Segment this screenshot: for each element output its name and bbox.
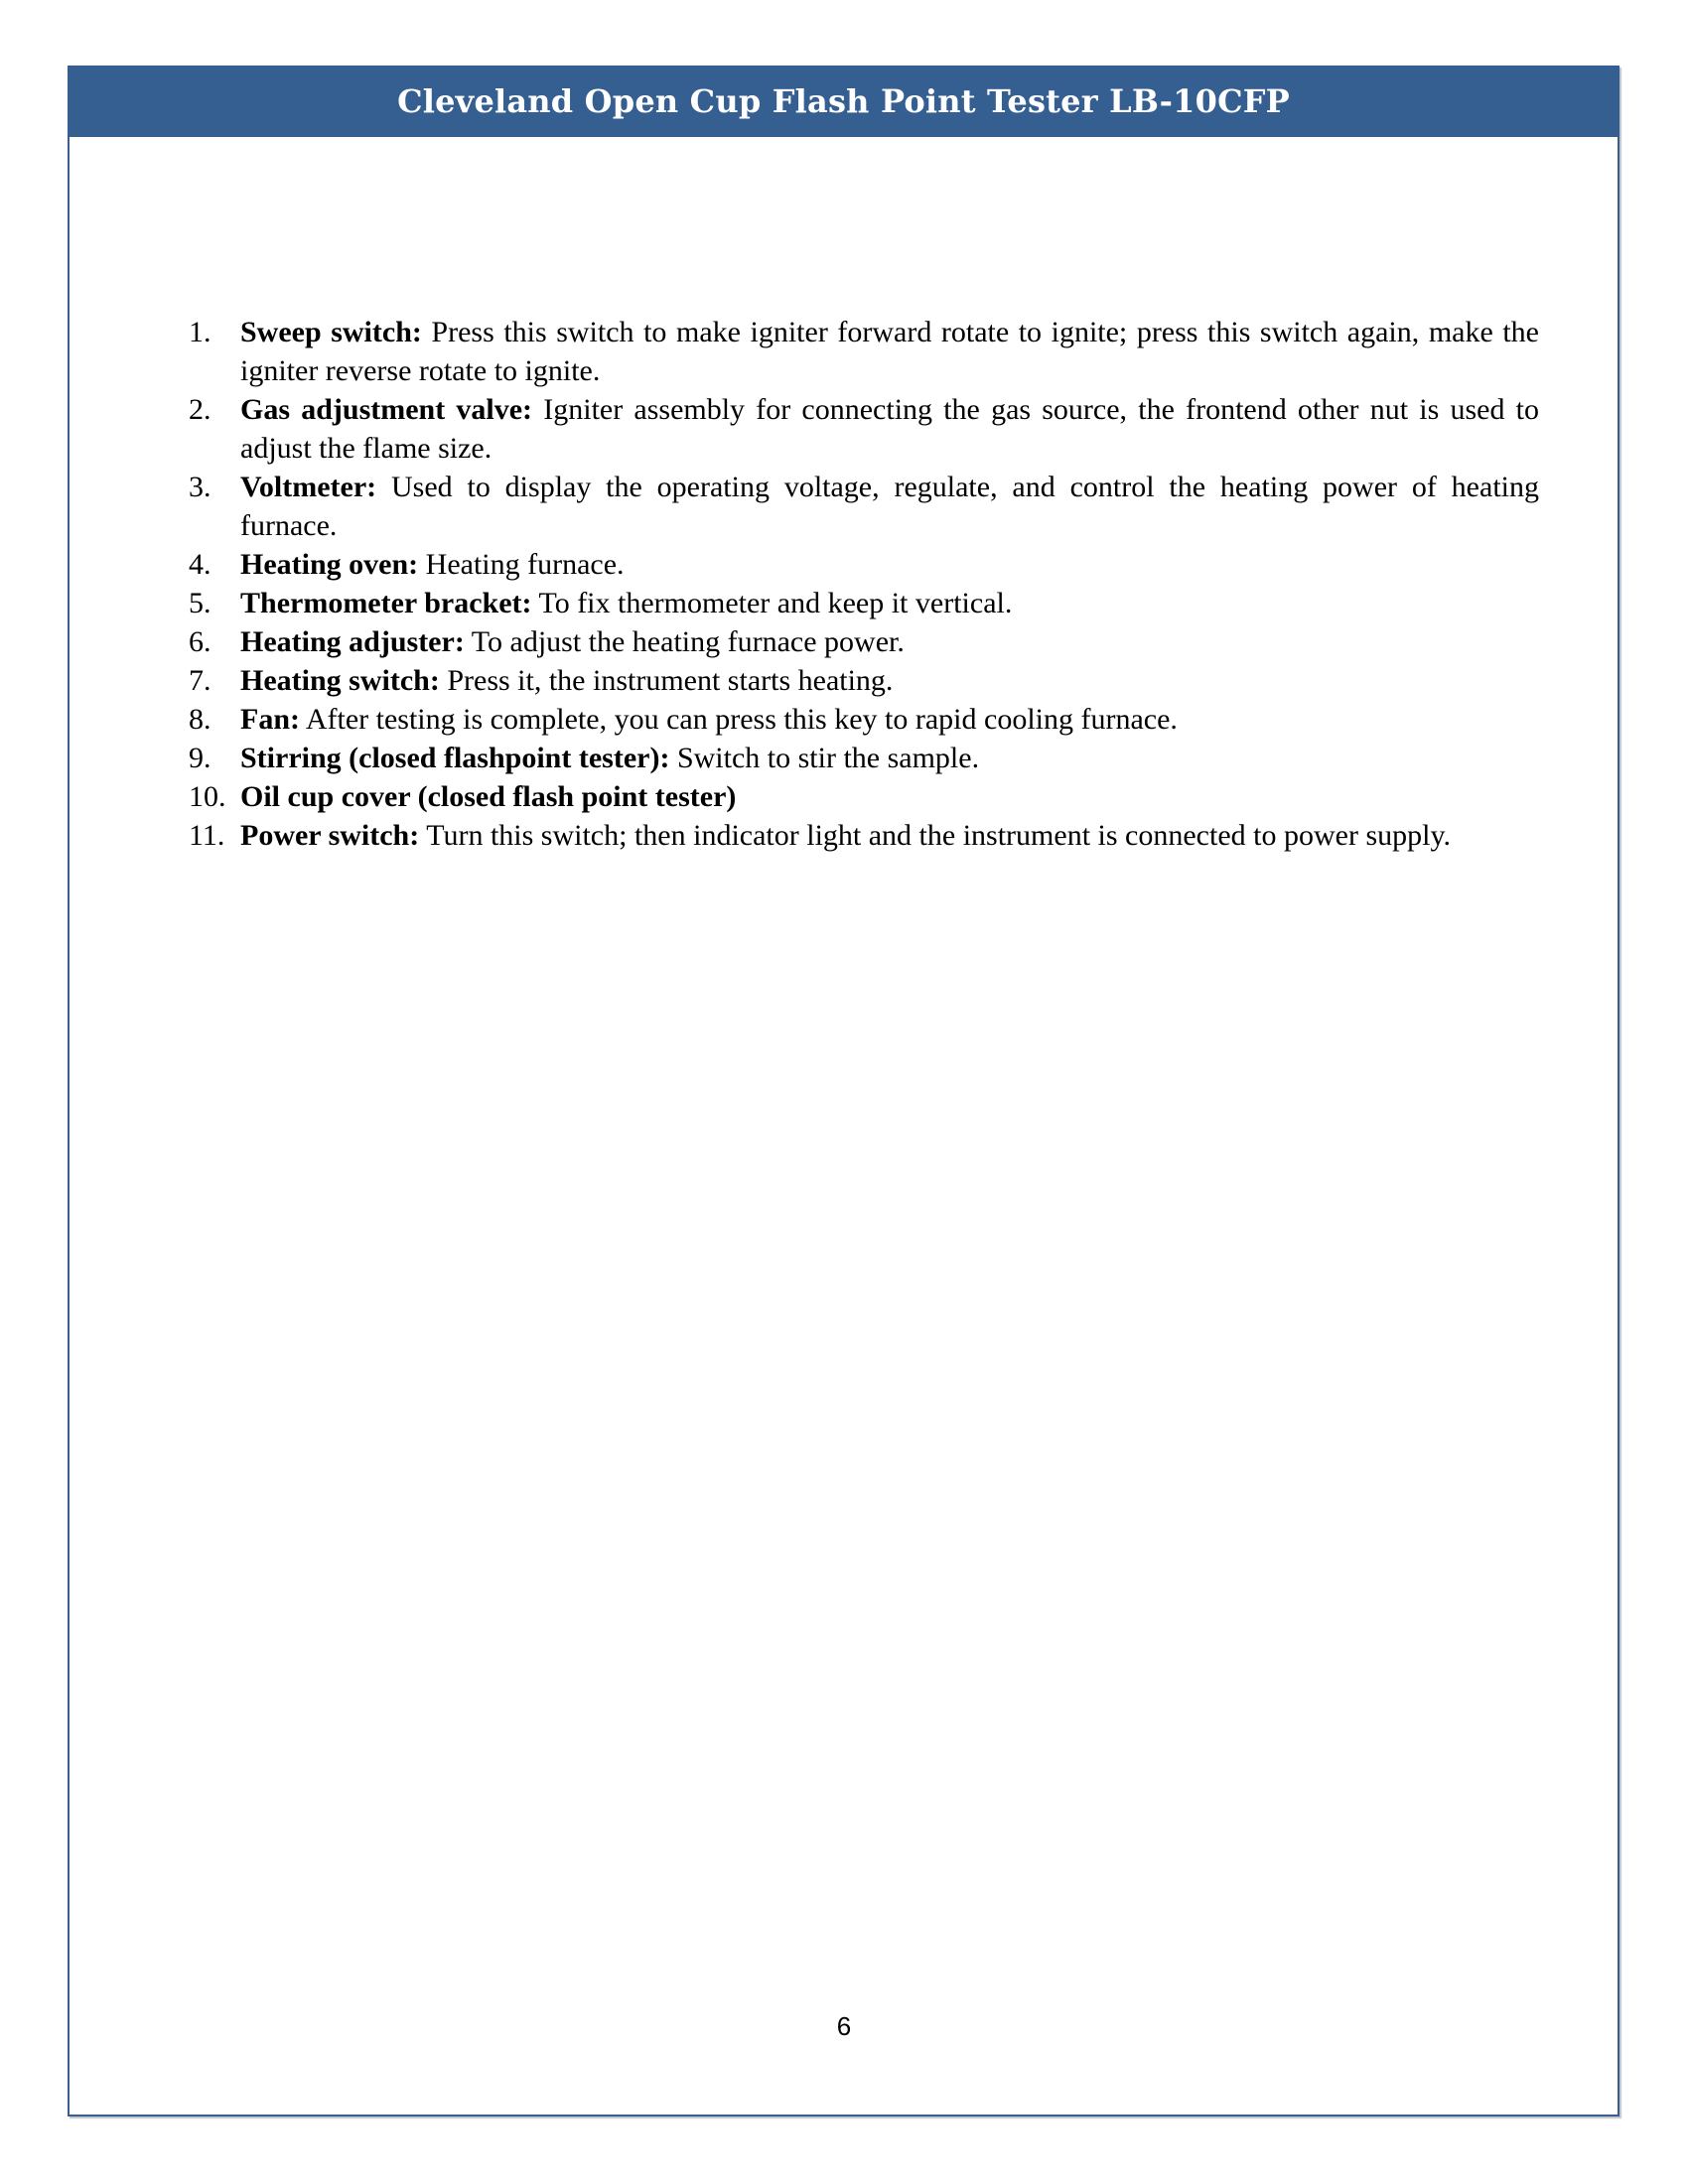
item-body: [240, 584, 1539, 622]
item-body: [240, 700, 1539, 739]
item-description: After testing is complete, you can press this key to rapid cooling furnace.: [300, 703, 1178, 736]
item-description: Igniter assembly for connecting the gas source, the frontend other nut is used to adjust the flame size.: [240, 393, 1539, 465]
component-list: [189, 313, 1539, 855]
list-item: [189, 661, 1539, 700]
item-number: 6.: [189, 625, 211, 658]
item-number: 5.: [189, 587, 211, 619]
list-item: [189, 545, 1539, 584]
document-title: Cleveland Open Cup Flash Point Tester LB-10CFP: [397, 82, 1290, 120]
item-term: Stirring (closed flashpoint tester):: [240, 742, 670, 774]
item-number: 1.: [189, 316, 211, 348]
item-body: [240, 622, 1539, 661]
list-item: [189, 777, 1539, 816]
item-term: Oil cup cover (closed flash point tester): [240, 780, 737, 813]
item-body: [240, 545, 1539, 584]
item-term: Fan:: [240, 703, 300, 736]
header-bar: [68, 66, 1619, 137]
item-term: Gas adjustment valve:: [240, 393, 533, 426]
item-description: To fix thermometer and keep it vertical.: [531, 587, 1013, 619]
item-term: Power switch:: [240, 819, 420, 852]
item-description: Used to display the operating voltage, regulate, and control the heating power of heating furnace.: [240, 471, 1539, 542]
list-item: [189, 739, 1539, 777]
item-description: Press this switch to make igniter forward rotate to ignite; press this switch again, make the igniter reverse rotate to ignite.: [240, 316, 1539, 387]
item-body: [240, 390, 1539, 468]
item-number: 11.: [189, 819, 225, 852]
item-description: To adjust the heating furnace power.: [464, 625, 905, 658]
item-term: Heating adjuster:: [240, 625, 465, 658]
list-item: [189, 584, 1539, 622]
item-number: 9.: [189, 742, 211, 774]
list-item: [189, 622, 1539, 661]
item-body: [240, 816, 1539, 855]
item-body: [240, 313, 1539, 390]
item-term: Heating switch:: [240, 664, 440, 697]
item-description: Press it, the instrument starts heating.: [439, 664, 894, 697]
item-number: 3.: [189, 471, 211, 503]
page-number: 6: [836, 2011, 852, 2041]
list-item: [189, 468, 1539, 545]
item-number: 10.: [189, 780, 226, 813]
item-number: 8.: [189, 703, 211, 736]
item-body: [240, 468, 1539, 545]
list-item: [189, 313, 1539, 390]
item-term: Heating oven:: [240, 548, 419, 581]
item-term: Sweep switch:: [240, 316, 422, 348]
item-description: Heating furnace.: [418, 548, 625, 581]
list-item: [189, 700, 1539, 739]
item-term: Voltmeter:: [240, 471, 377, 503]
item-body: [240, 739, 1539, 777]
item-number: 4.: [189, 548, 211, 581]
item-description: Turn this switch; then indicator light and the instrument is connected to power supply.: [419, 819, 1451, 852]
item-body: [240, 777, 1539, 816]
list-item: [189, 390, 1539, 468]
item-number: 2.: [189, 393, 211, 426]
item-number: 7.: [189, 664, 211, 697]
item-description: Switch to stir the sample.: [669, 742, 980, 774]
item-term: Thermometer bracket:: [240, 587, 532, 619]
item-body: [240, 661, 1539, 700]
list-item: [189, 816, 1539, 855]
